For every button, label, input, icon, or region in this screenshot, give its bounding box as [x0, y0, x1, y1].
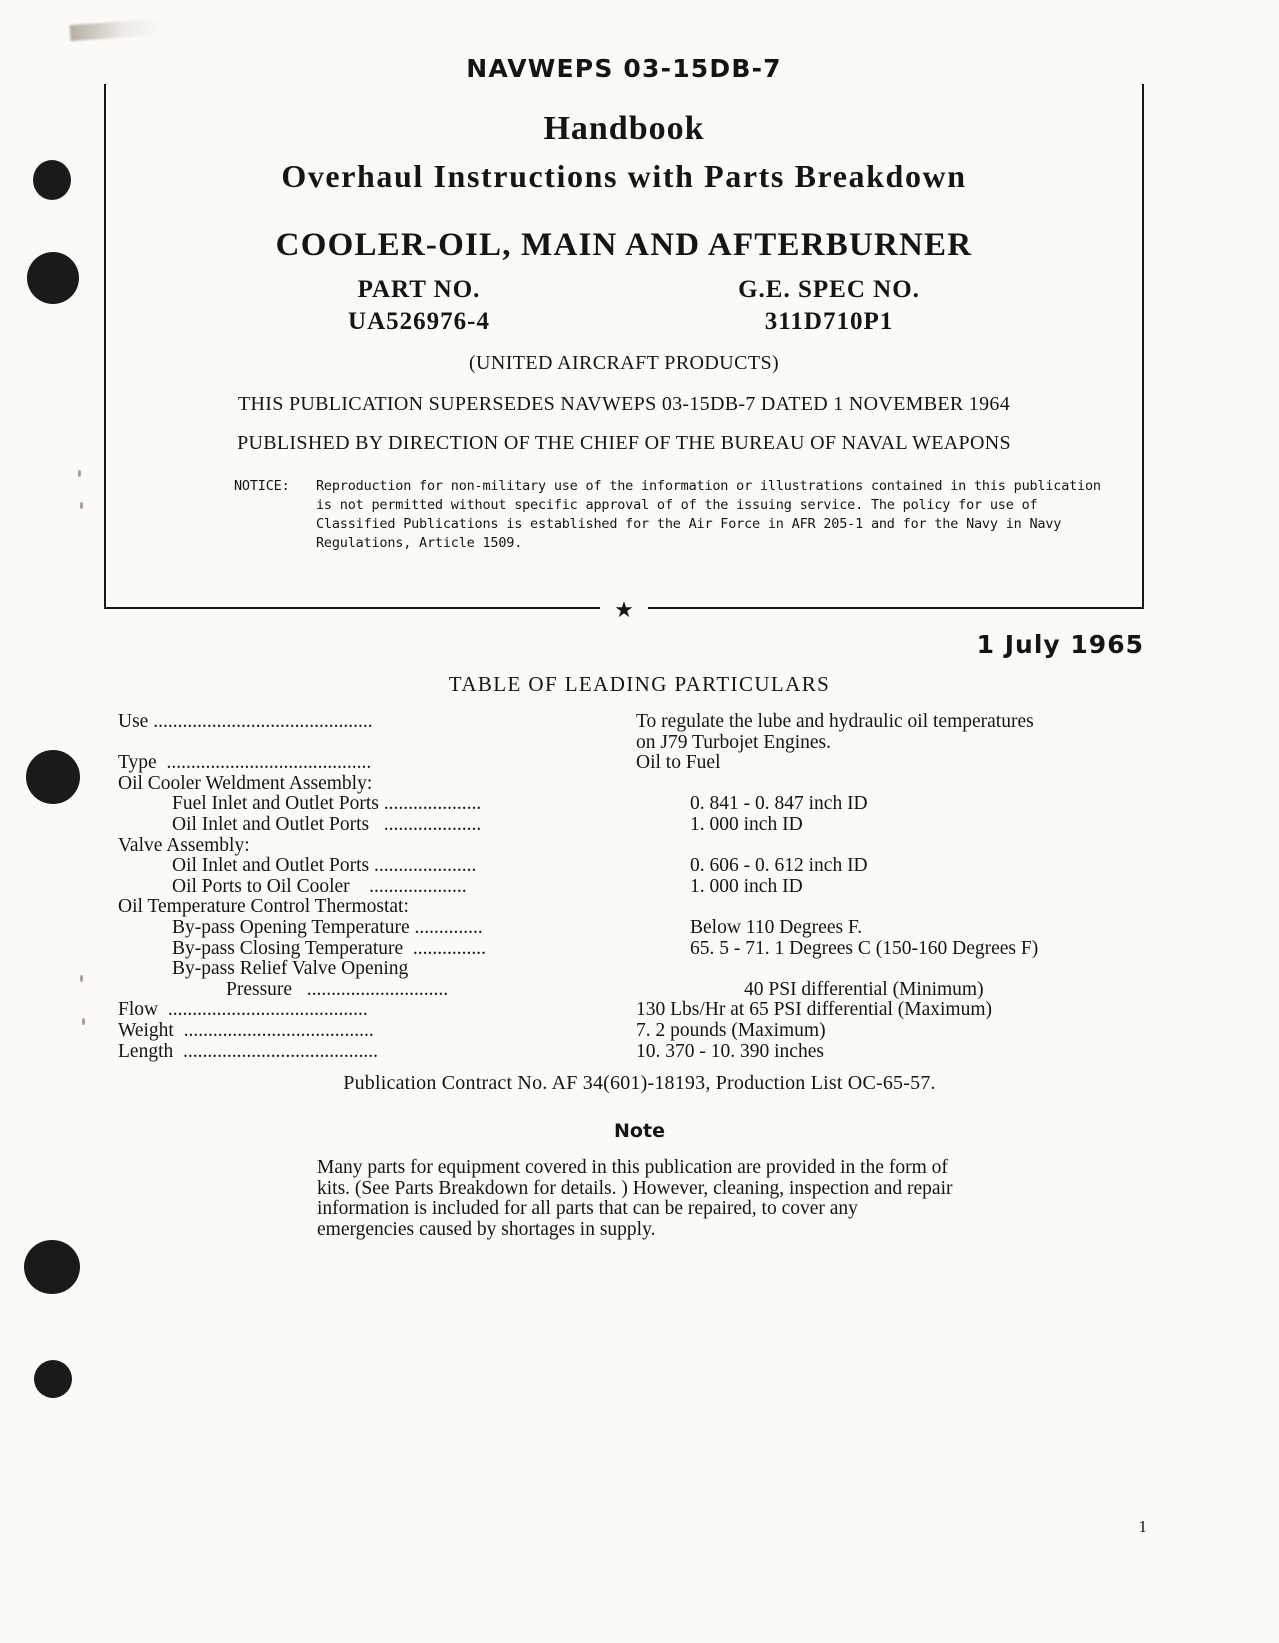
- particulars-table: [118, 712, 1128, 1062]
- particulars-label: Type ..........................................: [118, 753, 372, 774]
- particulars-label: Oil Inlet and Outlet Ports ....................: [172, 814, 482, 835]
- binder-hole: [26, 750, 80, 804]
- particulars-value: 65. 5 - 71. 1 Degrees C (150-160 Degrees F): [690, 937, 1039, 959]
- notice-text: Reproduction for non-military use of the information or illustrations contained in this publication is not permitted without specific approval of of the issuing service. The policy for use of Classified Publications is established for the Air Force in AFR 205-1 and for the Navy in Navy Regulations, Article 1509.: [316, 478, 1101, 551]
- title-block-border: [104, 62, 1144, 609]
- particulars-row: [118, 815, 1128, 836]
- doc-number-banner: [104, 52, 1144, 84]
- document-subtitle: Overhaul Instructions with Parts Breakdown: [281, 158, 967, 194]
- spec-no-label: G.E. SPEC NO.: [738, 276, 920, 303]
- notice-block: [234, 477, 1102, 553]
- spec-no-value: 311D710P1: [764, 308, 894, 335]
- particulars-row: [118, 733, 1128, 754]
- particulars-row: [118, 1000, 1128, 1021]
- particulars-row: [118, 939, 1128, 960]
- contract-line: Publication Contract No. AF 34(601)-18193, Production List OC-65-57.: [343, 1072, 936, 1094]
- part-no-label: PART NO.: [357, 276, 481, 303]
- particulars-value: 130 Lbs/Hr at 65 PSI differential (Maximum): [636, 999, 992, 1021]
- particulars-value: 1. 000 inch ID: [690, 875, 803, 897]
- doc-number: NAVWEPS 03-15DB-7: [448, 54, 800, 83]
- particulars-row: [118, 897, 1128, 918]
- star-divider: [104, 598, 1144, 622]
- manufacturer: (UNITED AIRCRAFT PRODUCTS): [468, 352, 780, 374]
- particulars-label: Oil Inlet and Outlet Ports .....................: [172, 856, 477, 877]
- particulars-label: By-pass Closing Temperature ...............: [172, 938, 487, 959]
- particulars-row: [118, 753, 1128, 774]
- page-speck: [80, 502, 83, 509]
- particulars-row: [118, 794, 1128, 815]
- particulars-heading: TABLE OF LEADING PARTICULARS: [448, 672, 831, 696]
- particulars-value: 7. 2 pounds (Maximum): [636, 1019, 826, 1041]
- particulars-value: To regulate the lube and hydraulic oil temperatures: [636, 711, 1034, 732]
- particulars-value: Oil to Fuel: [636, 752, 721, 774]
- particulars-value: 0. 841 - 0. 847 inch ID: [690, 793, 868, 815]
- particulars-label: By-pass Opening Temperature ..............: [172, 917, 483, 938]
- publication-date: 1 July 1965: [976, 630, 1144, 659]
- page-speck: [82, 1018, 85, 1025]
- particulars-label: By-pass Relief Valve Opening: [172, 959, 409, 980]
- page-speck: [80, 975, 83, 982]
- star-icon: ★: [600, 599, 648, 621]
- equipment-title: COOLER-OIL, MAIN AND AFTERBURNER: [275, 227, 973, 263]
- binder-hole: [27, 252, 79, 304]
- page-number: 1: [1138, 1517, 1147, 1536]
- particulars-row: [118, 1042, 1128, 1063]
- particulars-value: 0. 606 - 0. 612 inch ID: [690, 855, 868, 877]
- supersedes-statement: THIS PUBLICATION SUPERSEDES NAVWEPS 03-15DB-7 DATED 1 NOVEMBER 1964: [238, 393, 1010, 415]
- particulars-value: 40 PSI differential (Minimum): [744, 978, 984, 1000]
- particulars-label: Use .............................................: [118, 712, 373, 732]
- note-body: Many parts for equipment covered in this publication are provided in the form of kits. (See Parts Breakdown for details. ) However, cleaning, inspection and repair information is included for all parts that can be repaired, to cover any emergencies caused by shortages in supply.: [317, 1157, 953, 1240]
- particulars-label: Flow .........................................: [118, 1000, 368, 1021]
- note-heading: Note: [614, 1120, 665, 1142]
- particulars-label: Weight .......................................: [118, 1020, 374, 1041]
- published-by-statement: PUBLISHED BY DIRECTION OF THE CHIEF OF THE BUREAU OF NAVAL WEAPONS: [237, 432, 1011, 454]
- particulars-label: Valve Assembly:: [118, 835, 250, 856]
- particulars-row: [118, 712, 1128, 733]
- binder-hole: [33, 160, 71, 200]
- particulars-label: Pressure .............................: [226, 979, 449, 1000]
- particulars-value: on J79 Turbojet Engines.: [636, 731, 832, 753]
- particulars-label: Oil Temperature Control Thermostat:: [118, 897, 409, 918]
- particulars-value: 1. 000 inch ID: [690, 813, 803, 835]
- particulars-label: Oil Cooler Weldment Assembly:: [118, 773, 373, 794]
- particulars-row: [118, 877, 1128, 898]
- binder-hole: [24, 1240, 80, 1294]
- particulars-row: [118, 918, 1128, 939]
- handbook-label: Handbook: [543, 110, 705, 147]
- particulars-label: Length ........................................: [118, 1041, 378, 1062]
- particulars-value: 10. 370 - 10. 390 inches: [636, 1040, 824, 1062]
- particulars-label: Oil Ports to Oil Cooler ....................: [172, 876, 467, 897]
- particulars-row: [118, 1021, 1128, 1042]
- page-smudge: [70, 19, 161, 41]
- particulars-row: [118, 774, 1128, 795]
- particulars-value: Below 110 Degrees F.: [690, 916, 863, 938]
- particulars-row: [118, 959, 1128, 980]
- particulars-row: [118, 856, 1128, 877]
- particulars-label: Fuel Inlet and Outlet Ports ....................: [172, 794, 482, 815]
- particulars-row: [118, 980, 1128, 1001]
- binder-hole: [34, 1360, 72, 1398]
- page-speck: [78, 470, 81, 477]
- notice-label: NOTICE:: [234, 478, 290, 494]
- particulars-row: [118, 836, 1128, 857]
- part-no-value: UA526976-4: [348, 308, 490, 335]
